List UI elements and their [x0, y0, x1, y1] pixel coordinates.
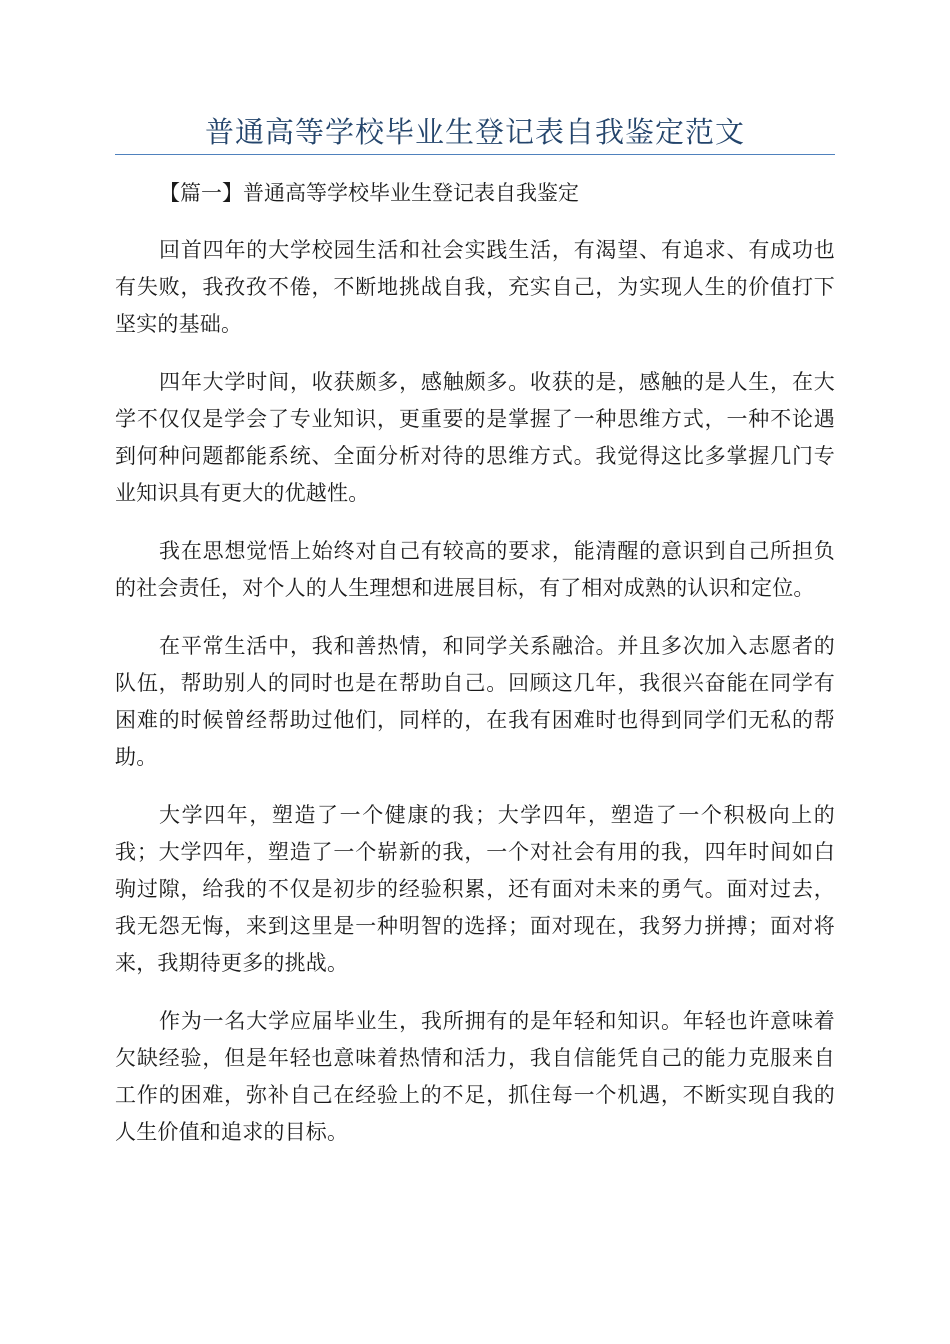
- section-heading: 【篇一】普通高等学校毕业生登记表自我鉴定: [159, 181, 579, 205]
- paragraph-5: 大学四年，塑造了一个健康的我；大学四年，塑造了一个积极向上的我；大学四年，塑造了一个崭新的我，一个对社会有用的我，四年时间如白驹过隙，给我的不仅是初步的经验积累，还有面对未来的勇气。面对过去，我无怨无悔，来到这里是一种明智的选择；面对现在，我努力拼搏；面对将来，我期待更多的挑战。: [115, 803, 835, 975]
- paragraph-4: 在平常生活中，我和善热情，和同学关系融洽。并且多次加入志愿者的队伍，帮助别人的同时也是在帮助自己。回顾这几年，我很兴奋能在同学有困难的时候曾经帮助过他们，同样的，在我有困难时也得到同学们无私的帮助。: [115, 634, 835, 769]
- paragraph-2: 四年大学时间，收获颇多，感触颇多。收获的是，感触的是人生，在大学不仅仅是学会了专业知识，更重要的是掌握了一种思维方式，一种不论遇到何种问题都能系统、全面分析对待的思维方式。我觉得这比多掌握几门专业知识具有更大的优越性。: [115, 370, 835, 505]
- document-title: 普通高等学校毕业生登记表自我鉴定范文: [204, 115, 745, 149]
- paragraph-3: 我在思想觉悟上始终对自己有较高的要求，能清醒的意识到自己所担负的社会责任，对个人的人生理想和进展目标，有了相对成熟的认识和定位。: [115, 539, 835, 600]
- paragraph-6: 作为一名大学应届毕业生，我所拥有的是年轻和知识。年轻也许意味着欠缺经验，但是年轻也意味着热情和活力，我自信能凭自己的能力克服来自工作的困难，弥补自己在经验上的不足，抓住每一个机遇，不断实现自我的人生价值和追求的目标。: [115, 1009, 835, 1144]
- paragraph-1: 回首四年的大学校园生活和社会实践生活，有渴望、有追求、有成功也有失败，我孜孜不倦，不断地挑战自我，充实自己，为实现人生的价值打下坚实的基础。: [115, 238, 835, 336]
- document-body: [115, 175, 835, 1172]
- title-underline-rule: [115, 154, 835, 155]
